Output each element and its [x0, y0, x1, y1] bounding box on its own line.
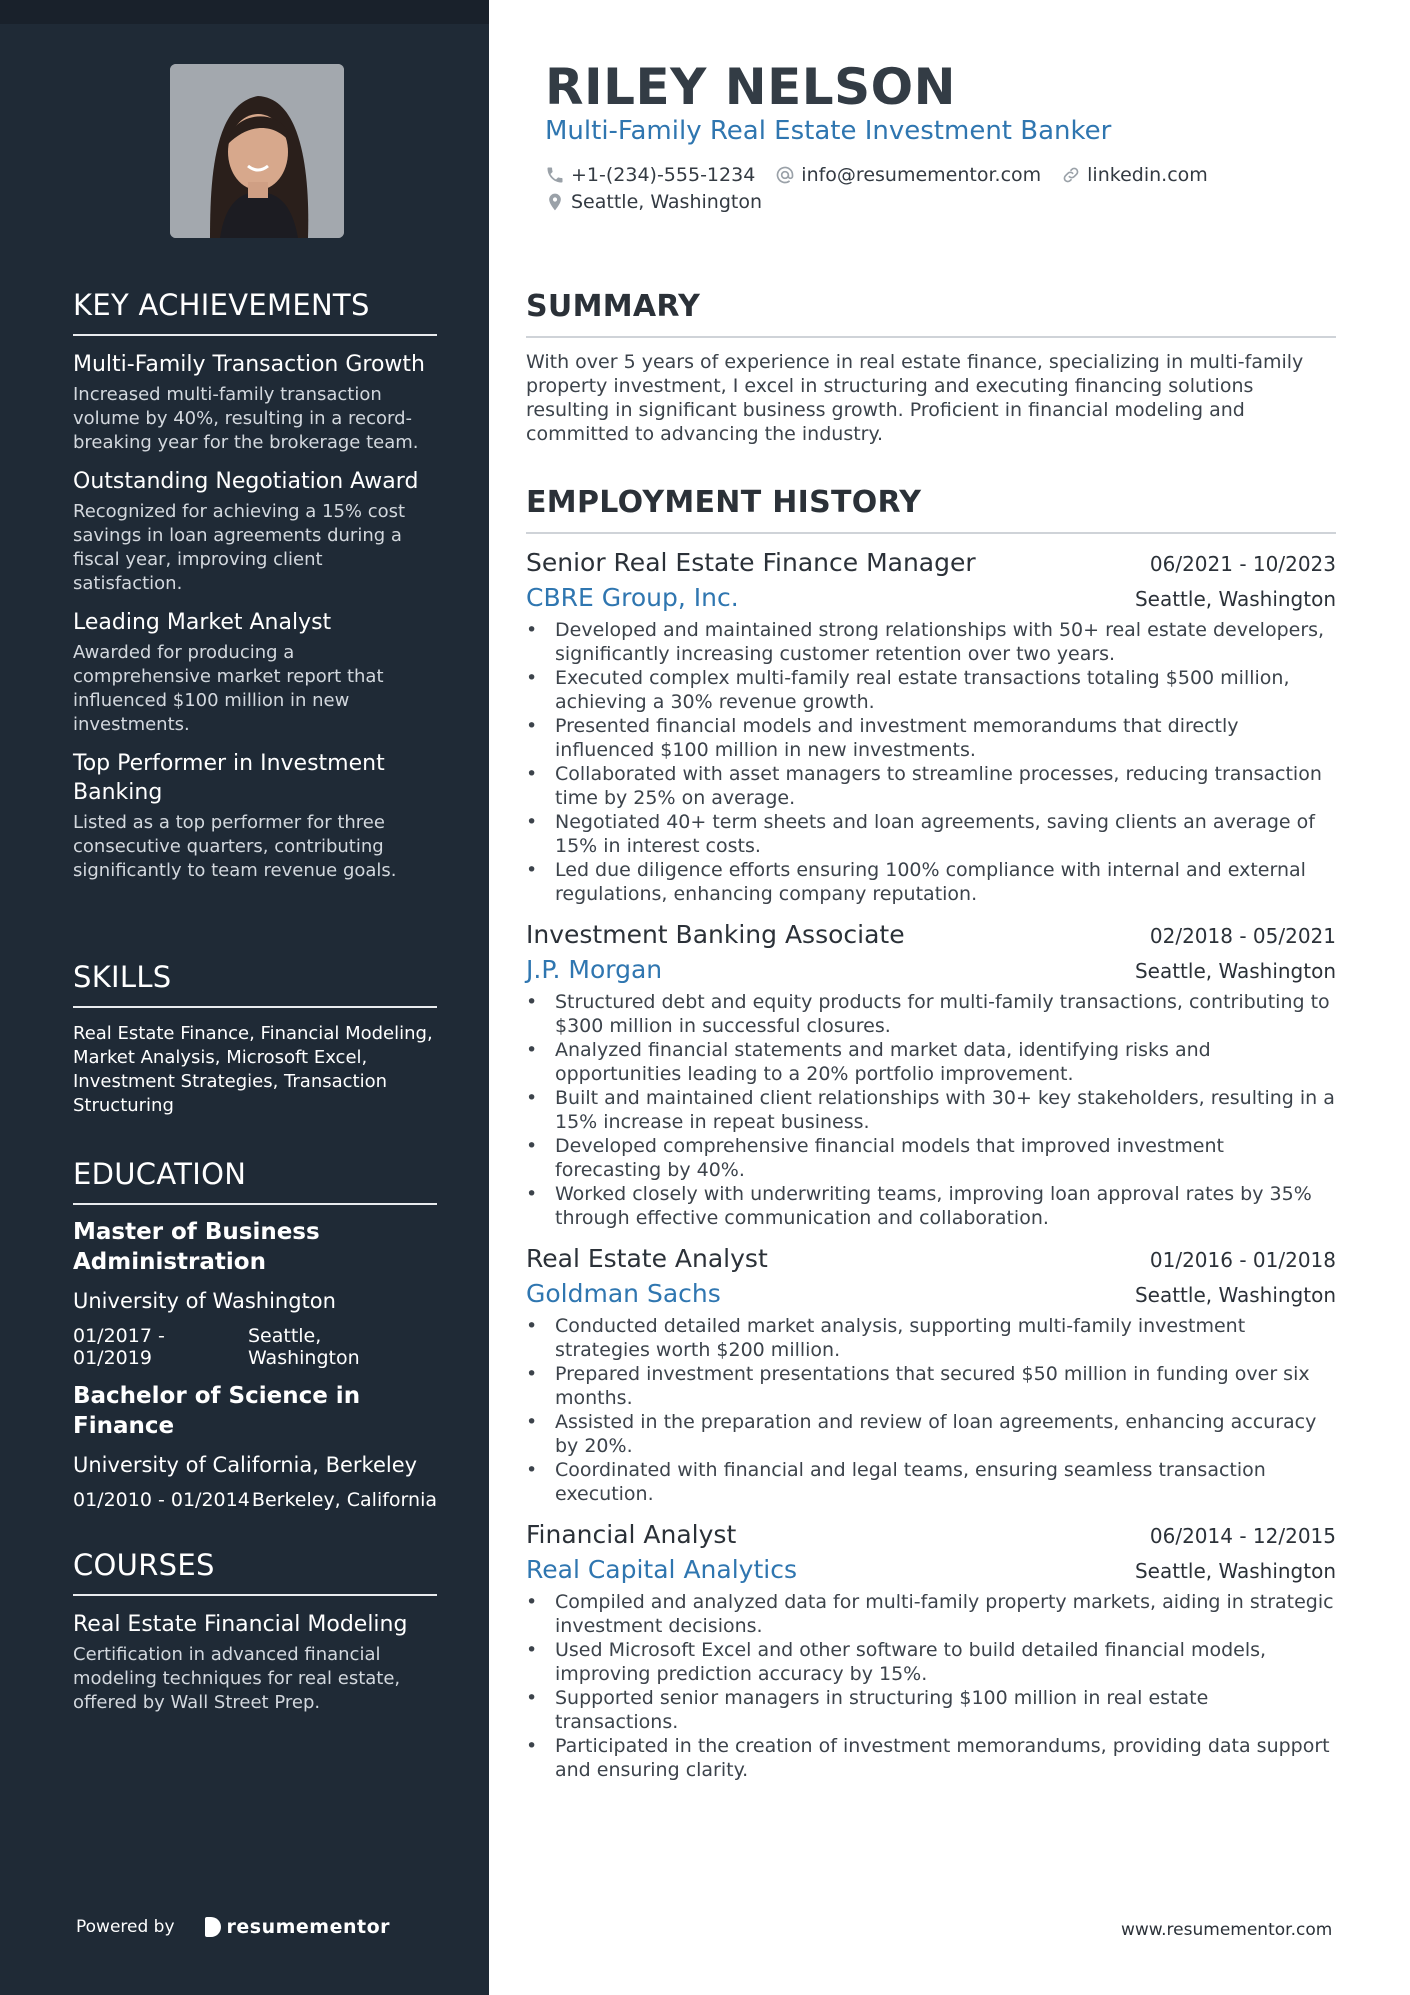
job-entry: [526, 920, 1336, 1230]
job-role: Real Estate Analyst: [526, 1244, 768, 1273]
job-location: Seattle, Washington: [1134, 959, 1336, 983]
employment-heading: EMPLOYMENT HISTORY: [526, 486, 1336, 534]
summary-text: With over 5 years of experience in real estate finance, specializing in multi-family property investment, I excel in structuring and executing financing solutions resulting in significant business growth. Proficient in financial modeling and committed to advancing the industry.: [526, 351, 1304, 445]
bullet-item: • Participated in the creation of investment memorandums, providing data support and ensuring clarity.: [526, 1734, 1336, 1782]
job-role: Senior Real Estate Finance Manager: [526, 548, 976, 577]
bullet-item: • Worked closely with underwriting teams, improving loan approval rates by 35% through effective communication and collaboration.: [526, 1182, 1336, 1230]
education-item: [73, 1381, 437, 1511]
job-entry: [526, 1244, 1336, 1506]
job-location: Seattle, Washington: [1134, 1283, 1336, 1307]
location-text: Seattle, Washington: [571, 191, 762, 213]
skills-heading: SKILLS: [73, 962, 437, 1008]
education-degree: Master of Business Administration: [73, 1218, 320, 1275]
education-section: [73, 1159, 437, 1511]
bullet-item: • Negotiated 40+ term sheets and loan agreements, saving clients an average of 15% in interest costs.: [526, 810, 1336, 858]
achievement-title: Multi-Family Transaction Growth: [73, 351, 425, 377]
footer-url[interactable]: www.resumementor.com: [1121, 1920, 1333, 1940]
job-dates: 06/2021 - 10/2023: [1149, 552, 1336, 576]
contact-location: [545, 191, 762, 213]
education-meta: [73, 1325, 437, 1369]
bullet-item: • Analyzed financial statements and market data, identifying risks and opportunities leading to a 20% portfolio improvement.: [526, 1038, 1336, 1086]
powered-by-footer: [76, 1916, 390, 1938]
phone-text: +1-(234)-555-1234: [571, 164, 756, 186]
summary-heading: SUMMARY: [526, 290, 1336, 338]
education-location: Berkeley, California: [251, 1488, 437, 1511]
contact-linkedin[interactable]: [1061, 164, 1208, 186]
job-company: Real Capital Analytics: [526, 1555, 797, 1584]
bullet-item: • Coordinated with financial and legal teams, ensuring seamless transaction execution.: [526, 1458, 1336, 1506]
job-location: Seattle, Washington: [1134, 587, 1336, 611]
job-header-row: [526, 548, 1336, 577]
achievement-item: [73, 749, 437, 883]
linkedin-text: linkedin.com: [1087, 164, 1208, 186]
bullet-item: • Used Microsoft Excel and other software to build detailed financial models, improving prediction accuracy by 15%.: [526, 1638, 1336, 1686]
job-dates: 06/2014 - 12/2015: [1149, 1524, 1336, 1548]
job-header-row: [526, 1520, 1336, 1549]
summary-section: [526, 290, 1336, 446]
contact-row-2: [545, 191, 762, 213]
education-meta: [73, 1489, 437, 1511]
job-dates: 01/2016 - 01/2018: [1149, 1248, 1336, 1272]
email-text: info@resumementor.com: [801, 164, 1042, 186]
achievement-desc: Awarded for producing a comprehensive market report that influenced $100 million in new investments.: [73, 641, 384, 735]
education-school: University of California, Berkeley: [73, 1452, 418, 1477]
profile-photo: [170, 64, 344, 238]
employment-section: [526, 486, 1336, 1782]
bullet-item: • Supported senior managers in structuring $100 million in real estate transactions.: [526, 1686, 1336, 1734]
candidate-title: Multi-Family Real Estate Investment Banker: [545, 116, 1112, 146]
job-company-row: [526, 1279, 1336, 1308]
achievement-desc: Recognized for achieving a 15% cost savings in loan agreements during a fiscal year, improving client satisfaction.: [73, 500, 406, 594]
education-heading: EDUCATION: [73, 1159, 437, 1205]
education-degree: Bachelor of Science in Finance: [73, 1382, 361, 1439]
brand-mark-icon: [205, 1917, 221, 1937]
achievement-item: [73, 467, 437, 596]
job-bullets: [526, 1314, 1336, 1506]
courses-section: [73, 1550, 437, 1715]
course-title: Real Estate Financial Modeling: [73, 1611, 408, 1637]
brand-name: resumementor: [226, 1916, 391, 1938]
job-company-row: [526, 1555, 1336, 1584]
bullet-item: • Built and maintained client relationships with 30+ key stakeholders, resulting in a 15% increase in repeat business.: [526, 1086, 1336, 1134]
job-company: J.P. Morgan: [526, 955, 663, 984]
sidebar: [0, 0, 489, 1995]
bullet-item: • Compiled and analyzed data for multi-family property markets, aiding in strategic investment decisions.: [526, 1590, 1336, 1638]
education-school: University of Washington: [73, 1288, 336, 1313]
job-bullets: [526, 618, 1336, 906]
education-item: [73, 1217, 437, 1369]
achievement-title: Outstanding Negotiation Award: [73, 468, 419, 494]
brand-logo[interactable]: [205, 1916, 391, 1938]
bullet-item: • Assisted in the preparation and review of loan agreements, enhancing accuracy by 20%.: [526, 1410, 1336, 1458]
avatar: [170, 64, 344, 238]
job-role: Financial Analyst: [526, 1520, 737, 1549]
achievement-item: [73, 608, 437, 737]
job-company-row: [526, 583, 1336, 612]
job-header-row: [526, 1244, 1336, 1273]
contact-phone[interactable]: [545, 164, 755, 186]
location-pin-icon: [545, 192, 565, 212]
candidate-name: RILEY NELSON: [545, 58, 956, 116]
powered-by-label: Powered by: [76, 1917, 175, 1937]
link-icon: [1061, 165, 1081, 185]
job-bullets: [526, 1590, 1336, 1782]
courses-heading: COURSES: [73, 1550, 437, 1596]
job-location: Seattle, Washington: [1134, 1559, 1336, 1583]
job-header-row: [526, 920, 1336, 949]
course-item: [73, 1610, 437, 1715]
achievement-desc: Listed as a top performer for three consecutive quarters, contributing significantly to team revenue goals.: [73, 811, 397, 881]
achievement-title: Top Performer in Investment Banking: [73, 750, 385, 805]
education-dates: 01/2017 - 01/2019: [73, 1324, 165, 1369]
bullet-item: • Structured debt and equity products for multi-family transactions, contributing to $300 million in successful closures.: [526, 990, 1336, 1038]
skills-list: Real Estate Finance, Financial Modeling, Market Analysis, Microsoft Excel, Investment Strategies, Transaction Structuring: [73, 1022, 433, 1116]
achievements-heading: KEY ACHIEVEMENTS: [73, 290, 437, 336]
skills-section: [73, 962, 437, 1118]
education-location: Seattle, Washington: [247, 1324, 360, 1369]
job-dates: 02/2018 - 05/2021: [1149, 924, 1336, 948]
job-role: Investment Banking Associate: [526, 920, 905, 949]
achievement-item: [73, 350, 437, 455]
job-entry: [526, 1520, 1336, 1782]
bullet-item: • Presented financial models and investment memorandums that directly influenced $100 million in new investments.: [526, 714, 1336, 762]
course-desc: Certification in advanced financial modeling techniques for real estate, offered by Wall Street Prep.: [73, 1643, 401, 1713]
phone-icon: [545, 165, 565, 185]
contact-row: [545, 164, 1208, 186]
job-company: Goldman Sachs: [526, 1279, 721, 1308]
main-content: [526, 290, 1336, 1782]
achievements-section: [73, 290, 437, 883]
bullet-item: • Developed and maintained strong relationships with 50+ real estate developers, significantly increasing customer retention over two years.: [526, 618, 1336, 666]
education-dates: 01/2010 - 01/2014: [73, 1488, 250, 1511]
job-company-row: [526, 955, 1336, 984]
at-icon: [775, 165, 795, 185]
bullet-item: • Executed complex multi-family real estate transactions totaling $500 million, achieving a 30% revenue growth.: [526, 666, 1336, 714]
bullet-item: • Led due diligence efforts ensuring 100% compliance with internal and external regulations, enhancing company reputation.: [526, 858, 1336, 906]
bullet-item: • Conducted detailed market analysis, supporting multi-family investment strategies worth $200 million.: [526, 1314, 1336, 1362]
contact-email[interactable]: [775, 164, 1041, 186]
job-entry: [526, 548, 1336, 906]
bullet-item: • Developed comprehensive financial models that improved investment forecasting by 40%.: [526, 1134, 1336, 1182]
sidebar-top-band: [0, 0, 489, 24]
job-bullets: [526, 990, 1336, 1230]
achievement-title: Leading Market Analyst: [73, 609, 332, 635]
bullet-item: • Prepared investment presentations that secured $50 million in funding over six months.: [526, 1362, 1336, 1410]
job-company: CBRE Group, Inc.: [526, 583, 739, 612]
achievement-desc: Increased multi-family transaction volume by 40%, resulting in a record-breaking year for the brokerage team.: [73, 383, 419, 453]
bullet-item: • Collaborated with asset managers to streamline processes, reducing transaction time by 25% on average.: [526, 762, 1336, 810]
